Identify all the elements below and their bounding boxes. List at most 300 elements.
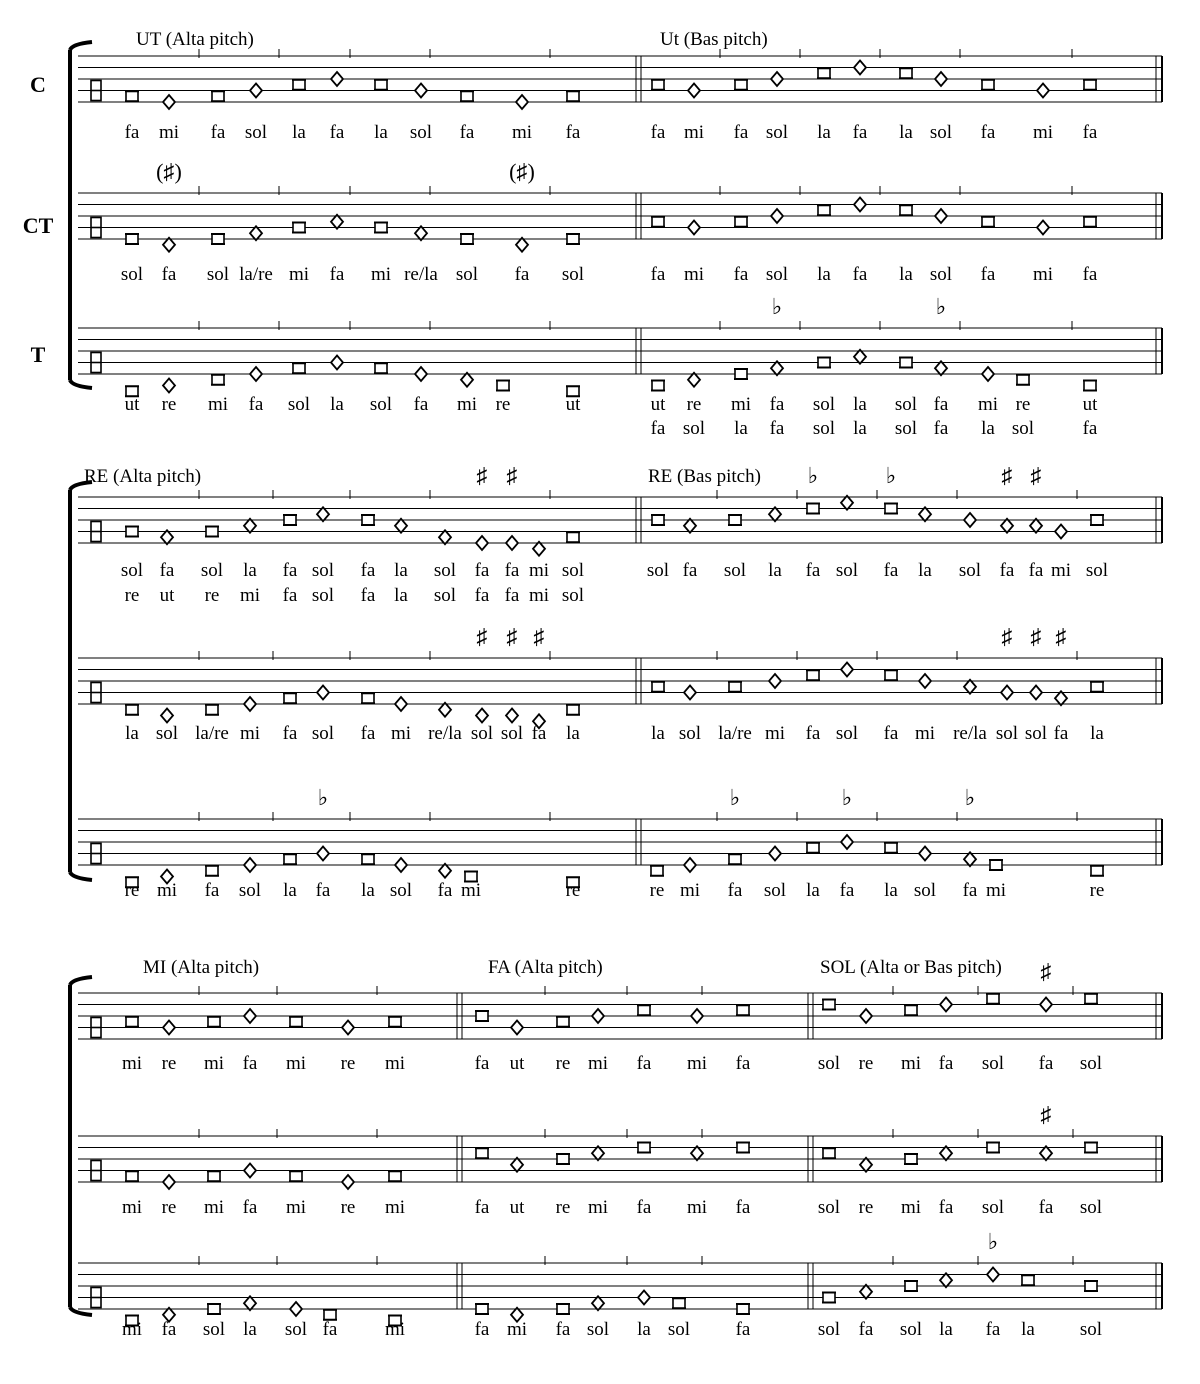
note-semibreve (854, 350, 866, 364)
section-title: RE (Alta pitch) (84, 466, 202, 487)
solmization-syllable: sol (835, 560, 859, 581)
note-semibreve (592, 1009, 604, 1023)
solmization-syllable: fa (735, 1053, 751, 1074)
note-semibreve (935, 72, 947, 86)
solmization-syllable: sol (120, 264, 144, 285)
note-semibreve (684, 858, 696, 872)
note-breve (126, 705, 138, 715)
note-semibreve (506, 536, 518, 550)
note-semibreve (244, 1009, 256, 1023)
solmization-syllable: la (817, 122, 831, 143)
note-semibreve (1030, 686, 1042, 700)
solmization-syllable: sol (1079, 1053, 1103, 1074)
note-breve (823, 1148, 835, 1158)
note-semibreve (1030, 519, 1042, 533)
note-breve (389, 1171, 401, 1181)
solmization-syllable: fa (852, 122, 868, 143)
note-semibreve (511, 1021, 523, 1035)
solmization-syllable: fa (242, 1053, 258, 1074)
solmization-syllable: mi (203, 1053, 225, 1074)
solmization-syllable: la (853, 418, 867, 439)
solmization-syllable: fa (360, 723, 376, 744)
section-title: RE (Bas pitch) (648, 466, 761, 487)
note-breve (126, 527, 138, 537)
solmization-syllable: fa (735, 1197, 751, 1218)
note-breve (206, 705, 218, 715)
solmization-syllable: re/la (404, 264, 438, 285)
solmization-syllable: sol (1085, 560, 1109, 581)
note-semibreve (1055, 691, 1067, 705)
solmization-syllable: sol (929, 122, 953, 143)
solmization-syllable: mi (456, 394, 478, 415)
note-breve (212, 91, 224, 101)
solmization-syllable: fa (1028, 560, 1044, 581)
note-breve (807, 670, 819, 680)
solmization-syllable: mi (764, 723, 786, 744)
note-breve (126, 234, 138, 244)
solmization-syllable: sol (287, 394, 311, 415)
note-semibreve (841, 663, 853, 677)
solmization-syllable: re (649, 880, 665, 901)
solmization-syllable: mi (528, 560, 550, 581)
solmization-syllable: mi (121, 1197, 143, 1218)
note-semibreve (860, 1158, 872, 1172)
solmization-syllable: la (884, 880, 898, 901)
note-semibreve (250, 226, 262, 240)
solmization-syllable: re (495, 394, 511, 415)
note-breve (652, 682, 664, 692)
note-breve (982, 80, 994, 90)
solmization-syllable: fa (1082, 264, 1098, 285)
note-breve (208, 1017, 220, 1027)
solmization-syllable: sol (763, 880, 787, 901)
note-semibreve (415, 84, 427, 98)
solmization-syllable: mi (511, 122, 533, 143)
note-breve (362, 854, 374, 864)
voice-label: CT (22, 213, 54, 238)
solmization-syllable: sol (470, 723, 494, 744)
note-semibreve (461, 373, 473, 387)
solmization-syllable: mi (158, 122, 180, 143)
solmization-syllable: la (330, 394, 344, 415)
solmization-syllable: mi (207, 394, 229, 415)
solmization-syllable: fa (322, 1319, 338, 1340)
solmization-syllable: sol (913, 880, 937, 901)
solmization-syllable: re/la (953, 723, 987, 744)
solmization-syllable: mi (686, 1053, 708, 1074)
note-semibreve (244, 1296, 256, 1310)
solmization-syllable: mi (384, 1053, 406, 1074)
note-semibreve (342, 1021, 354, 1035)
note-semibreve (860, 1285, 872, 1299)
solmization-syllable: fa (474, 585, 490, 606)
accidental-sign: ♭ (935, 294, 947, 319)
note-breve (1085, 994, 1097, 1004)
accidental-sign: ♯ (506, 624, 518, 649)
solmization-syllable: sol (238, 880, 262, 901)
note-breve (557, 1017, 569, 1027)
note-semibreve (769, 507, 781, 521)
note-semibreve (964, 680, 976, 694)
solmization-syllable: mi (1050, 560, 1072, 581)
note-semibreve (919, 674, 931, 688)
solmization-syllable: fa (1082, 122, 1098, 143)
solmization-syllable: fa (769, 394, 785, 415)
note-breve (651, 866, 663, 876)
solmization-syllable: la/re (195, 723, 229, 744)
note-breve (1091, 682, 1103, 692)
solmization-syllable: fa (999, 560, 1015, 581)
note-semibreve (982, 367, 994, 381)
solmization-syllable: sol (929, 264, 953, 285)
solmization-syllable: la (918, 560, 932, 581)
note-breve (652, 381, 664, 391)
note-breve (1084, 217, 1096, 227)
solmization-syllable: la (899, 264, 913, 285)
solmization-syllable: la (243, 560, 257, 581)
note-semibreve (854, 61, 866, 75)
solmization-syllable: fa (248, 394, 264, 415)
solmization-syllable: mi (977, 394, 999, 415)
solmization-syllable: fa (883, 560, 899, 581)
solmization-syllable: ut (509, 1053, 525, 1074)
note-semibreve (516, 95, 528, 109)
note-semibreve (769, 847, 781, 861)
solmization-syllable: fa (504, 560, 520, 581)
solmization-syllable: fa (159, 560, 175, 581)
note-breve (885, 670, 897, 680)
solmization-syllable: ut (124, 394, 140, 415)
note-breve (126, 1017, 138, 1027)
solmization-syllable: la (374, 122, 388, 143)
note-semibreve (638, 1291, 650, 1305)
note-breve (638, 1143, 650, 1153)
note-breve (126, 1171, 138, 1181)
note-breve (212, 234, 224, 244)
note-semibreve (1037, 221, 1049, 235)
solmization-syllable: fa (962, 880, 978, 901)
accidental-sign: ♭ (964, 785, 976, 810)
solmization-syllable: fa (210, 122, 226, 143)
note-breve (885, 843, 897, 853)
solmization-syllable: sol (899, 1319, 923, 1340)
solmization-syllable: mi (587, 1197, 609, 1218)
solmization-syllable: mi (239, 585, 261, 606)
solmization-syllable: sol (1079, 1319, 1103, 1340)
section-title: MI (Alta pitch) (143, 957, 260, 978)
note-breve (729, 854, 741, 864)
solmization-syllable: sol (561, 560, 585, 581)
solmization-syllable: fa (282, 560, 298, 581)
note-breve (735, 80, 747, 90)
note-breve (567, 532, 579, 542)
note-semibreve (987, 1268, 999, 1282)
solmization-syllable: fa (242, 1197, 258, 1218)
solmization-syllable: fa (682, 560, 698, 581)
solmization-syllable: sol (723, 560, 747, 581)
solmization-syllable: sol (995, 723, 1019, 744)
note-semibreve (771, 209, 783, 223)
solmization-syllable: re (555, 1197, 571, 1218)
note-breve (1084, 381, 1096, 391)
solmization-syllable: mi (156, 880, 178, 901)
note-semibreve (439, 703, 451, 717)
note-semibreve (163, 95, 175, 109)
note-breve (290, 1017, 302, 1027)
note-breve (823, 1000, 835, 1010)
accidental-sign: ♭ (885, 463, 897, 488)
solmization-syllable: fa (839, 880, 855, 901)
solmization-syllable: re (161, 1197, 177, 1218)
accidental-sign: ♯ (1001, 624, 1013, 649)
solmization-syllable: fa (329, 264, 345, 285)
solmization-syllable: sol (817, 1319, 841, 1340)
solmization-syllable: fa (282, 585, 298, 606)
accidental-sign: (♯) (156, 159, 182, 184)
solmization-syllable: ut (509, 1197, 525, 1218)
solmization-syllable: la (394, 560, 408, 581)
solmization-syllable: sol (369, 394, 393, 415)
note-breve (737, 1005, 749, 1015)
solmization-syllable: fa (980, 264, 996, 285)
solmization-syllable: sol (586, 1319, 610, 1340)
solmization-syllable: mi (285, 1197, 307, 1218)
solmization-syllable: la (394, 585, 408, 606)
solmization-syllable: fa (459, 122, 475, 143)
solmization-syllable: mi (900, 1053, 922, 1074)
note-semibreve (1055, 525, 1067, 539)
note-breve (208, 1304, 220, 1314)
solmization-syllable: re (340, 1053, 356, 1074)
solmization-syllable: sol (311, 560, 335, 581)
note-semibreve (940, 998, 952, 1012)
note-breve (567, 234, 579, 244)
solmization-syllable: ut (650, 394, 666, 415)
note-breve (1017, 375, 1029, 385)
solmization-syllable: sol (667, 1319, 691, 1340)
note-breve (818, 68, 830, 78)
note-breve (476, 1011, 488, 1021)
solmization-syllable: fa (161, 1319, 177, 1340)
note-breve (1085, 1143, 1097, 1153)
accidental-sign: ♯ (506, 463, 518, 488)
note-breve (284, 515, 296, 525)
solmization-syllable: la/re (239, 264, 273, 285)
note-breve (284, 693, 296, 703)
note-breve (206, 527, 218, 537)
note-breve (905, 1281, 917, 1291)
solmization-syllable: mi (683, 264, 705, 285)
solmization-syllable: sol (646, 560, 670, 581)
note-semibreve (317, 847, 329, 861)
accidental-sign: ♯ (476, 463, 488, 488)
note-semibreve (415, 226, 427, 240)
solmization-syllable: fa (933, 394, 949, 415)
note-semibreve (331, 356, 343, 370)
note-semibreve (1040, 998, 1052, 1012)
solmization-syllable: fa (733, 264, 749, 285)
note-semibreve (1001, 519, 1013, 533)
accidental-sign: ♯ (1030, 624, 1042, 649)
note-breve (567, 91, 579, 101)
solmization-syllable: fa (124, 122, 140, 143)
note-semibreve (964, 852, 976, 866)
note-breve (818, 205, 830, 215)
note-semibreve (161, 530, 173, 544)
solmization-syllable: la (981, 418, 995, 439)
note-breve (476, 1304, 488, 1314)
solmization-syllable: ut (565, 394, 581, 415)
solmization-syllable: fa (933, 418, 949, 439)
note-breve (212, 375, 224, 385)
note-breve (362, 515, 374, 525)
accidental-sign: ♭ (987, 1229, 999, 1254)
solmization-syllable: fa (805, 723, 821, 744)
note-breve (823, 1293, 835, 1303)
note-breve (293, 223, 305, 233)
solmization-syllable: fa (1082, 418, 1098, 439)
note-breve (729, 682, 741, 692)
note-breve (567, 705, 579, 715)
note-semibreve (940, 1146, 952, 1160)
solmization-syllable: sol (561, 585, 585, 606)
solmization-syllable: fa (650, 418, 666, 439)
solmization-syllable: fa (161, 264, 177, 285)
note-breve (497, 381, 509, 391)
note-semibreve (860, 1009, 872, 1023)
note-semibreve (516, 238, 528, 252)
note-breve (905, 1154, 917, 1164)
solmization-syllable: fa (852, 264, 868, 285)
solmization-syllable: fa (437, 880, 453, 901)
solmization-syllable: la/re (718, 723, 752, 744)
solmization-syllable: fa (204, 880, 220, 901)
note-breve (885, 504, 897, 514)
solmization-syllable: la (361, 880, 375, 901)
solmization-syllable: re (340, 1197, 356, 1218)
note-semibreve (506, 709, 518, 723)
solmization-syllable: fa (735, 1319, 751, 1340)
solmization-syllable: la (283, 880, 297, 901)
solmization-syllable: sol (765, 264, 789, 285)
accidental-sign: ♯ (1030, 463, 1042, 488)
note-breve (900, 358, 912, 368)
solmization-syllable: re (204, 585, 220, 606)
solmization-syllable: re (858, 1197, 874, 1218)
note-semibreve (592, 1146, 604, 1160)
note-semibreve (317, 686, 329, 700)
note-breve (375, 80, 387, 90)
section-title: FA (Alta pitch) (488, 957, 603, 978)
solmization-syllable: mi (730, 394, 752, 415)
note-breve (476, 1148, 488, 1158)
note-semibreve (1037, 84, 1049, 98)
note-semibreve (935, 209, 947, 223)
note-semibreve (395, 519, 407, 533)
solmization-syllable: la (1021, 1319, 1035, 1340)
note-breve (987, 994, 999, 1004)
accidental-sign: ♯ (1040, 1102, 1052, 1127)
solmization-syllable: mi (1032, 122, 1054, 143)
solmization-syllable: mi (288, 264, 310, 285)
note-breve (905, 1005, 917, 1015)
note-semibreve (919, 847, 931, 861)
note-semibreve (533, 542, 545, 556)
accidental-sign: ♭ (841, 785, 853, 810)
accidental-sign: ♯ (1055, 624, 1067, 649)
solmization-syllable: la (651, 723, 665, 744)
solmization-syllable: fa (531, 723, 547, 744)
solmization-syllable: la (939, 1319, 953, 1340)
solmization-syllable: la (768, 560, 782, 581)
solmization-syllable: sol (120, 560, 144, 581)
note-semibreve (290, 1302, 302, 1316)
note-semibreve (919, 507, 931, 521)
solmization-syllable: re (161, 394, 177, 415)
solmization-syllable: fa (938, 1053, 954, 1074)
note-breve (729, 515, 741, 525)
solmization-syllable: re (1089, 880, 1105, 901)
solmization-syllable: la (899, 122, 913, 143)
note-semibreve (395, 697, 407, 711)
solmization-syllable: mi (285, 1053, 307, 1074)
solmization-syllable: sol (206, 264, 230, 285)
solmization-syllable: sol (682, 418, 706, 439)
voice-label: T (30, 342, 46, 367)
system-bracket (70, 42, 92, 388)
note-breve (652, 217, 664, 227)
solmization-syllable: fa (474, 1053, 490, 1074)
note-breve (557, 1154, 569, 1164)
solmization-syllable: sol (1079, 1197, 1103, 1218)
solmization-syllable: sol (1011, 418, 1035, 439)
note-semibreve (317, 507, 329, 521)
solmization-syllable: mi (390, 723, 412, 744)
note-semibreve (161, 709, 173, 723)
note-breve (818, 358, 830, 368)
solmization-syllable: la (566, 723, 580, 744)
note-semibreve (439, 530, 451, 544)
accidental-sign: (♯) (509, 159, 535, 184)
note-breve (557, 1304, 569, 1314)
note-breve (208, 1171, 220, 1181)
solmization-syllable: mi (528, 585, 550, 606)
note-semibreve (163, 379, 175, 393)
solmization-syllable: sol (455, 264, 479, 285)
solmization-syllable: mi (460, 880, 482, 901)
note-semibreve (769, 674, 781, 688)
solmization-syllable: sol (835, 723, 859, 744)
solmization-syllable: ut (159, 585, 175, 606)
note-semibreve (771, 361, 783, 375)
note-breve (1091, 515, 1103, 525)
accidental-sign: ♯ (533, 624, 545, 649)
solmization-syllable: sol (433, 560, 457, 581)
solmization-syllable: sol (981, 1053, 1005, 1074)
section-title: SOL (Alta or Bas pitch) (820, 957, 1002, 978)
solmization-syllable: fa (805, 560, 821, 581)
note-semibreve (476, 536, 488, 550)
accidental-sign: ♭ (729, 785, 741, 810)
solmization-syllable: fa (474, 560, 490, 581)
solmization-syllable: fa (938, 1197, 954, 1218)
note-semibreve (841, 835, 853, 849)
accidental-sign: ♯ (1001, 463, 1013, 488)
solmization-syllable: fa (727, 880, 743, 901)
solmization-syllable: la (292, 122, 306, 143)
solmization-syllable: sol (500, 723, 524, 744)
note-breve (1085, 1281, 1097, 1291)
